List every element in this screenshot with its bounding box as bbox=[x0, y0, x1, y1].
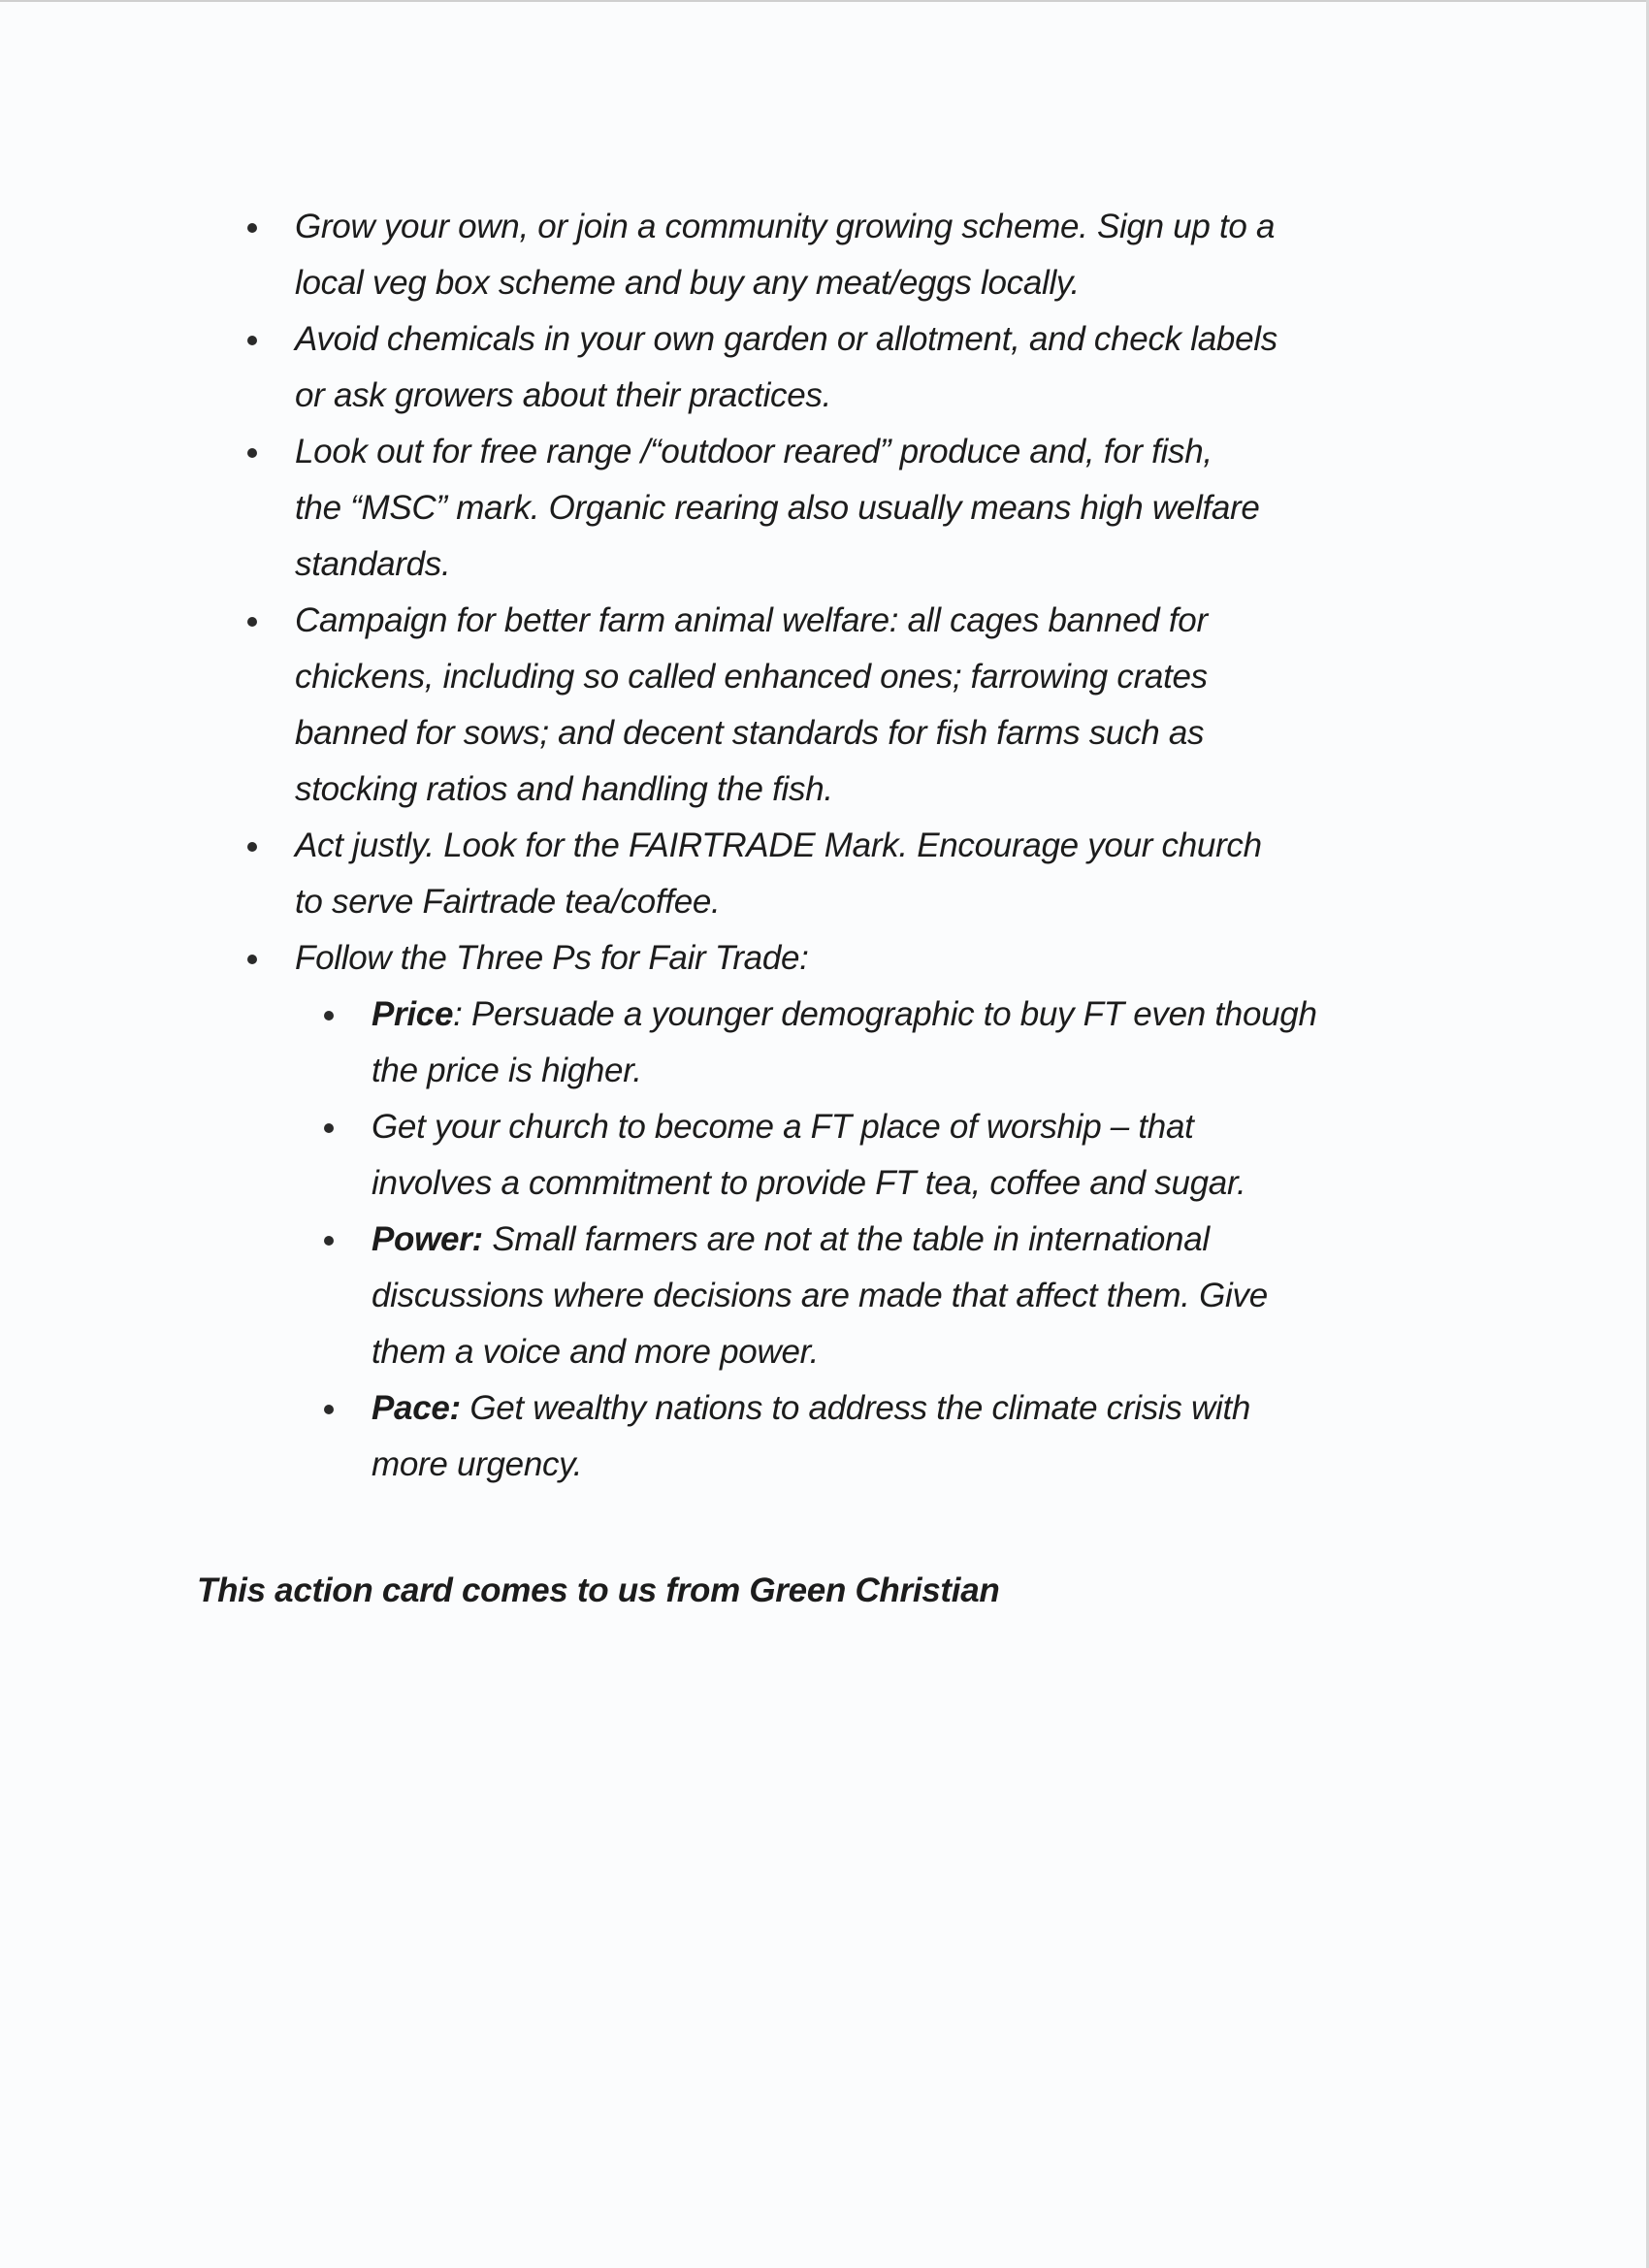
text-line bbox=[0, 368, 1649, 424]
list-item bbox=[0, 818, 1649, 930]
item-label: Power: bbox=[372, 1220, 483, 1258]
bullet-icon bbox=[247, 617, 257, 627]
bullet-icon bbox=[247, 955, 257, 964]
line-text: involves a commitment to provide FT tea, coffee and sugar. bbox=[372, 1164, 1246, 1202]
text-line bbox=[0, 1437, 1649, 1493]
list-item bbox=[0, 199, 1649, 311]
line-text: Grow your own, or join a community growing scheme. Sign up to a bbox=[295, 208, 1276, 245]
line-text: Get your church to become a FT place of worship – that bbox=[372, 1108, 1194, 1146]
text-line bbox=[0, 536, 1649, 593]
line-text: Campaign for better farm animal welfare: all cages banned for bbox=[295, 601, 1208, 639]
line-text: to serve Fairtrade tea/coffee. bbox=[295, 883, 721, 921]
item-label: Pace: bbox=[372, 1389, 461, 1427]
item-label: Price bbox=[372, 995, 454, 1033]
list-item bbox=[0, 424, 1649, 593]
bullet-icon bbox=[247, 223, 257, 233]
line-text: local veg box scheme and buy any meat/eggs locally. bbox=[295, 264, 1080, 302]
line-text: stocking ratios and handling the fish. bbox=[295, 770, 833, 808]
line-text: chickens, including so called enhanced ones; farrowing crates bbox=[295, 658, 1208, 696]
text-line bbox=[0, 649, 1649, 705]
text-line bbox=[0, 255, 1649, 311]
text-line bbox=[0, 1099, 1649, 1155]
text-line bbox=[0, 705, 1649, 761]
text-line bbox=[0, 1212, 1649, 1268]
line-text: them a voice and more power. bbox=[372, 1333, 820, 1371]
text-line bbox=[0, 480, 1649, 536]
text-line bbox=[0, 1043, 1649, 1099]
text-line bbox=[0, 761, 1649, 818]
line-text: Look out for free range /“outdoor reared” produce and, for fish, bbox=[295, 433, 1212, 470]
text-line bbox=[0, 987, 1649, 1043]
line-text: Small farmers are not at the table in international bbox=[482, 1220, 1210, 1258]
line-text: standards. bbox=[295, 545, 451, 583]
sub-list-item bbox=[0, 1380, 1649, 1493]
action-list bbox=[0, 199, 1649, 1493]
line-text: discussions where decisions are made that affect them. Give bbox=[372, 1277, 1268, 1314]
line-text: Act justly. Look for the FAIRTRADE Mark. Encourage your church bbox=[295, 826, 1262, 864]
line-text: Avoid chemicals in your own garden or allotment, and check labels bbox=[295, 320, 1277, 358]
line-text: the price is higher. bbox=[372, 1052, 642, 1089]
footer-credit: This action card comes to us from Green Christian bbox=[197, 1571, 1000, 1609]
scan-edge-top bbox=[0, 0, 1649, 2]
sub-list-item bbox=[0, 987, 1649, 1099]
bullet-icon bbox=[324, 1236, 334, 1246]
line-text: or ask growers about their practices. bbox=[295, 376, 832, 414]
text-line bbox=[0, 874, 1649, 930]
bullet-icon bbox=[247, 842, 257, 852]
bullet-icon bbox=[324, 1123, 334, 1133]
line-text: Get wealthy nations to address the climate crisis with bbox=[460, 1389, 1251, 1427]
list-item bbox=[0, 311, 1649, 424]
line-text: Follow the Three Ps for Fair Trade: bbox=[295, 939, 809, 977]
list-item bbox=[0, 930, 1649, 987]
line-text: the “MSC” mark. Organic rearing also usually means high welfare bbox=[295, 489, 1260, 527]
text-line bbox=[0, 1324, 1649, 1380]
sub-list-item bbox=[0, 1212, 1649, 1380]
text-line bbox=[0, 1268, 1649, 1324]
bullet-icon bbox=[324, 1405, 334, 1414]
line-text: : Persuade a younger demographic to buy FT even though bbox=[453, 995, 1317, 1033]
line-text: more urgency. bbox=[372, 1445, 583, 1483]
line-text: banned for sows; and decent standards for fish farms such as bbox=[295, 714, 1205, 752]
text-line bbox=[0, 1155, 1649, 1212]
text-line bbox=[0, 1380, 1649, 1437]
bullet-icon bbox=[247, 448, 257, 458]
sub-list-item bbox=[0, 1099, 1649, 1212]
bullet-icon bbox=[324, 1011, 334, 1021]
list-item bbox=[0, 593, 1649, 818]
bullet-icon bbox=[247, 336, 257, 345]
